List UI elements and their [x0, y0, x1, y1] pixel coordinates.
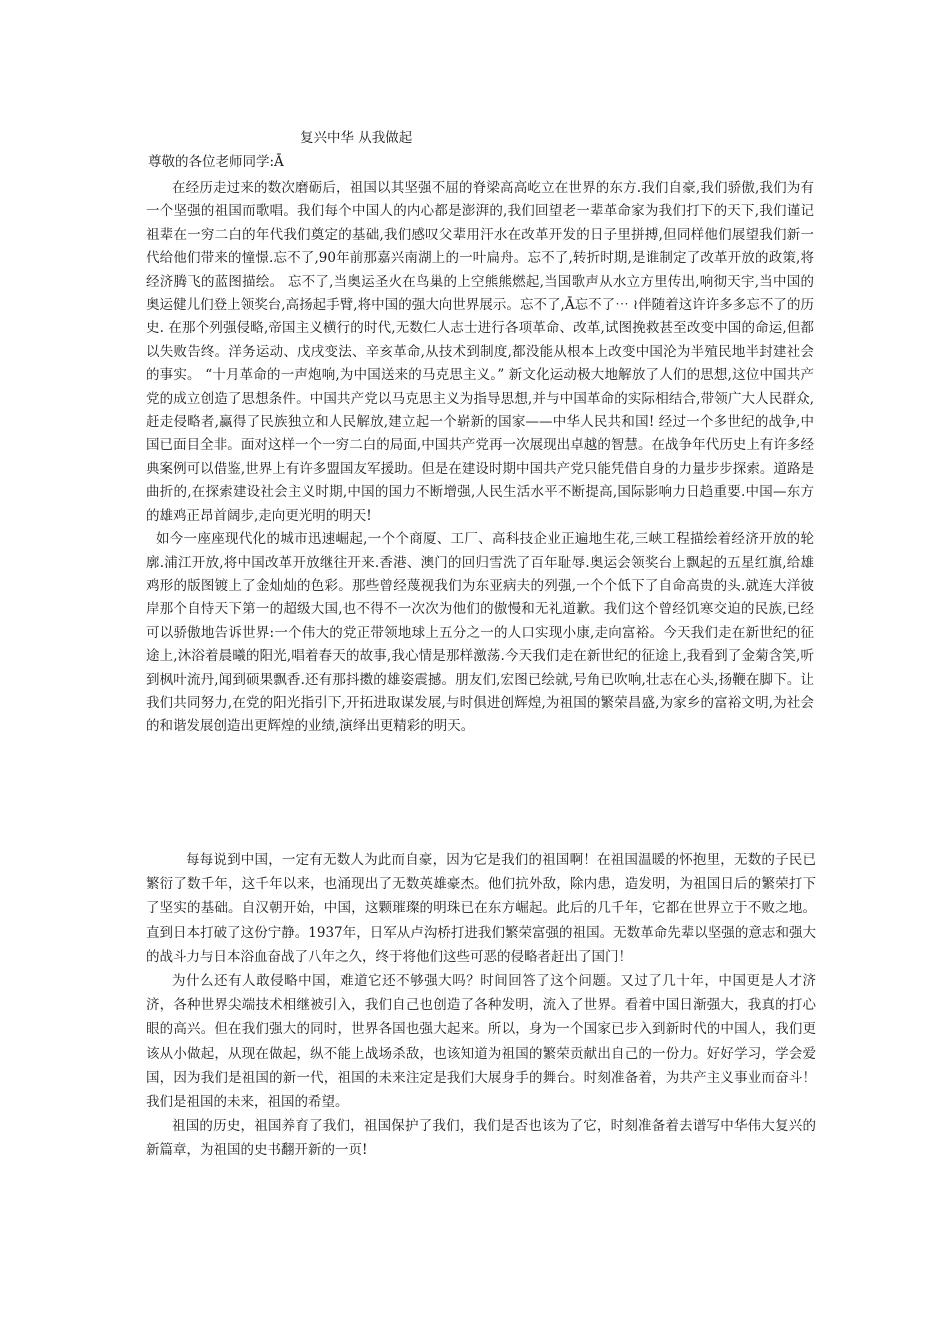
salutation: 尊敬的各位老师同学:Ā — [148, 154, 284, 170]
document-title: 复兴中华 从我做起 — [300, 130, 413, 146]
paragraph: 如今一座座现代化的城市迅速崛起,一个个商厦、工厂、高科技企业正遍地生花,三峡工程描绘着经济开放的轮廓.浦江开放,将中国改革开放继往开来.香港、澳门的回归雪洗了百年耻辱.奥运会领奖台上飘起的五星红旗,给雄鸡形的版图镀上了金灿灿的色彩。那些曾经蔑视我们为东亚病夫的列强,一个个低下了自命高贵的头.就连大洋彼岸那个自恃天下第一的超级大国,也不得不一次次为他们的傲慢和无礼道歉。我们这个曾经饥寒交迫的民族,已经可以骄傲地告诉世界:一个伟大的党正带领地球上五分之一的人口实现小康,走向富裕。今天我们走在新世纪的征途上,沐浴着晨曦的阳光,唱着春天的故事,我心情是那样激荡.今天我们走在新世纪的征途上,我看到了金菊含笑,听到枫叶流丹,闻到硕果飘香.还有那抖擞的雄姿震撼。朋友们,宏图已绘就,号角已吹响,壮志在心头,扬鞭在脚下。让我们共同努力,在党的阳光指引下,开拓进取谋发展,与时俱进创辉煌,为祖国的繁荣昌盛,为家乡的富裕文明,为社会的和谐发展创造出更辉煌的业绩,演绎出更精彩的明天。 — [146, 531, 814, 735]
paragraph: 祖国的历史，祖国养育了我们，祖国保护了我们，我们是否也该为了它，时刻准备着去谱写中华伟大复兴的新篇章，为祖国的史书翻开新的一页! — [146, 1118, 816, 1159]
essay-section — [146, 848, 816, 1163]
paragraph: 每每说到中国，一定有无数人为此而自豪，因为它是我们的祖国啊！在祖国温暖的怀抱里，无数的子民已繁衍了数千年，这千年以来，也涌现出了无数英雄豪杰。他们抗外敌，除内患，造发明，为祖国日后的繁荣打下了坚实的基础。自汉朝开始，中国，这颗璀璨的明珠已在东方崛起。此后的几千年，它都在世界立于不败之地。直到日本打破了这份宁静。1937年，日军从卢沟桥打进我们繁荣富强的祖国。无数革命先辈以坚强的意志和强大的战斗力与日本浴血奋战了八年之久，终于将他们这些可恶的侵略者赶出了国门！ — [146, 852, 816, 965]
speech-section — [146, 177, 814, 739]
paragraph: 在经历走过来的数次磨砺后，祖国以其坚强不屈的脊梁高高屹立在世界的东方.我们自豪,我们骄傲,我们为有一个坚强的祖国而歌唱。我们每个中国人的内心都是澎湃的,我们回望老一辈革命家为我们打下的天下,我们谨记祖辈在一穷二白的年代我们奠定的基础,我们感叹父辈用汗水在改革开发的日子里拼搏,但同样他们展望我们新一代给他们带来的憧憬.忘不了,90年前那嘉兴南湖上的一叶扁舟。忘不了,转折时期,是谁制定了改革开放的政策,将经济腾飞的蓝图描绘。 忘不了,当奥运圣火在鸟巢的上空熊熊燃起,当国歌声从水立方里传出,响彻天宇,当中国的奥运健儿们登上领奖台,高扬起手臂,将中国的强大向世界展示。忘不了,Ā忘不了⋯ ≀伴随着这许许多多忘不了的历史. 在那个列强侵略,帝国主义横行的时代,无数仁人志士进行各项革命、改革,试图挽救甚至改变中国的命运,但都以失败告终。洋务运动、戊戌变法、辛亥革命,从技术到制度,都没能从根本上改变中国沦为半殖民地半封建社会的事实。 “十月革命的一声炮响,为中国送来的马克思主义。” 新文化运动极大地解放了人们的思想,这位中国共产党的成立创造了思想条件。中国共产党以马克思主义为指导思想,并与中国革命的实际相结合,带领广大人民群众,赶走侵略者,赢得了民族独立和人民解放,建立起一个崭新的国家——中华人民共和国! 经过一个多世纪的战争,中国已面目全非。面对这样一个一穷二白的局面,中国共产党再一次展现出卓越的智慧。在战争年代历史上有许多经典案例可以借鉴,世界上有许多盟国友军援助。但是在建设时期中国共产党只能凭借自身的力量步步探索。道路是曲折的,在探索建设社会主义时期,中国的国力不断增强,人民生活水平不断提高,国际影响力日趋重要.中国—东方的雄鸡正昂首阔步,走向更光明的明天! — [146, 180, 814, 524]
paragraph: 为什么还有人敢侵略中国，难道它还不够强大吗？时间回答了这个问题。又过了几十年，中国更是人才济济，各种世界尖端技术相继被引入，我们自己也创造了各种发明，流入了世界。看着中国日渐强大，我真的打心眼的高兴。但在我们强大的同时，世界各国也强大起来。所以，身为一个国家已步入到新时代的中国人，我们更该从小做起，从现在做起，纵不能上战场杀敌，也该知道为祖国的繁荣贡献出自己的一份力。好好学习，学会爱国，因为我们是祖国的新一代，祖国的未来注定是我们大展身手的舞台。时刻准备着，为共产主义事业而奋斗！我们是祖国的未来，祖国的希望。 — [146, 973, 816, 1111]
